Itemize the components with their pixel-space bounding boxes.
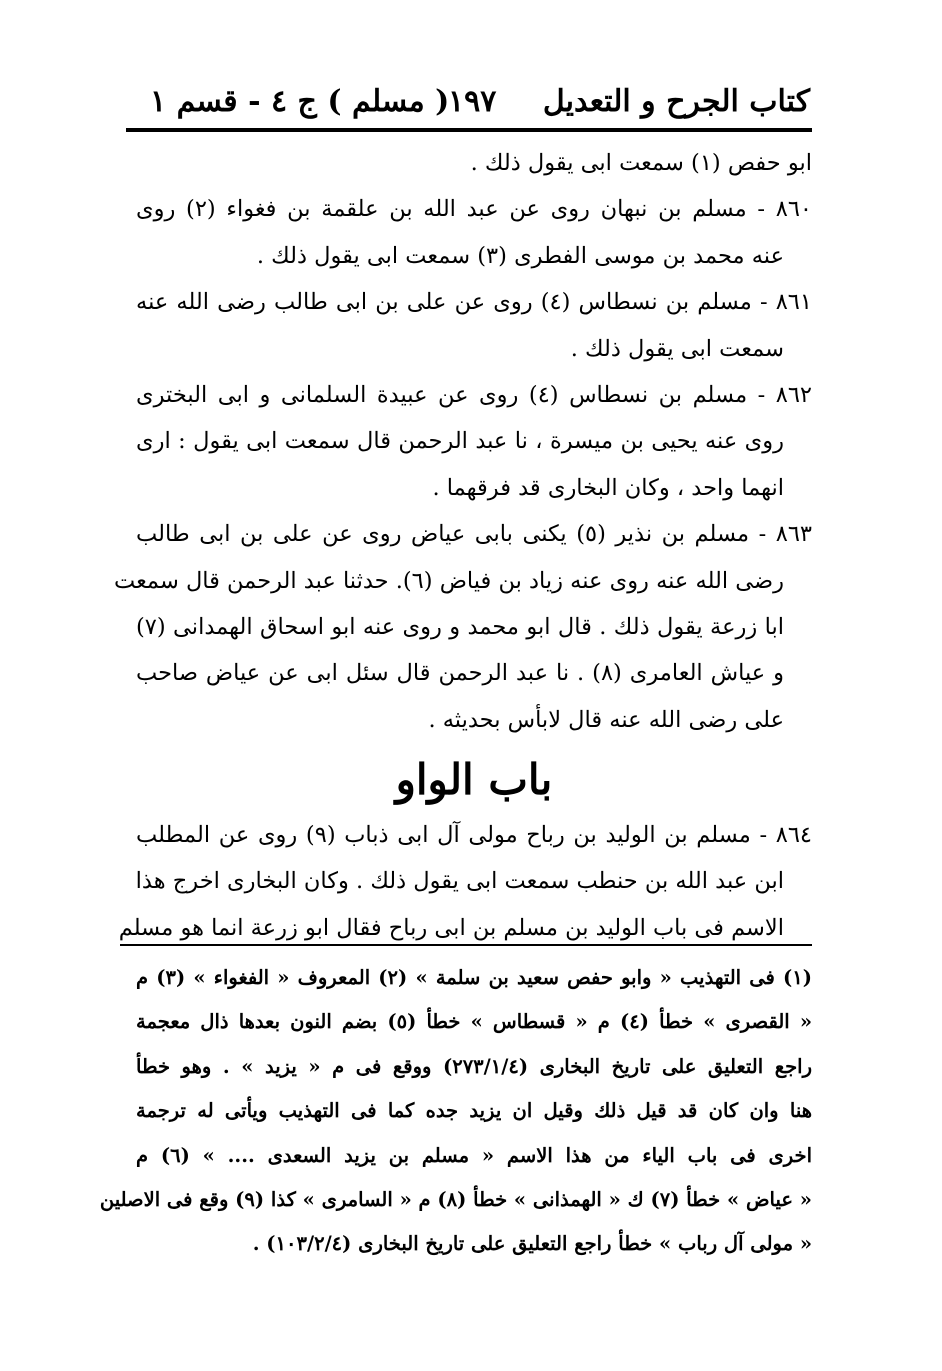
footnote-line: اخرى فى باب الياء من هذا الاسم « مسلم بن يزيد السعدى .... » (٦) م — [136, 1143, 813, 1167]
text-line: ابا زرعة يقول ذلك . قال ابو محمد و روى عنه ابو اسحاق الهمدانى (٧) — [136, 613, 784, 640]
footnote-line: هنا وان كان قد قيل ذلك وقيل ان يزيد جده كما فى التهذيب ويأتى له ترجمة — [136, 1099, 812, 1123]
section-reference: ( مسلم ) ج ٤ - قسم ١ — [150, 84, 450, 119]
footnote-line: « عياض » خطأ (٧) ك « الهمذانى » خطأ (٨) م « السامرى » كذا (٩) وقع فى الاصلين — [99, 1187, 812, 1211]
text-line: عنه محمد بن موسى الفطرى (٣) سمعت ابى يقول ذلك . — [256, 242, 784, 269]
text-line: روى عنه يحيى بن ميسرة ، نا عبد الرحمن قال سمعت ابى يقول : ارى — [136, 428, 784, 455]
entry-864: ٨٦٤ - مسلم بن الوليد بن رباح مولى آل ابى ذباب (٩) روى عن المطلب — [136, 822, 812, 848]
entry-860: ٨٦٠ - مسلم بن نبهان روى عن عبد الله بن علقمة بن فغواء (٢) روى — [136, 196, 812, 223]
text-line: انهما واحد ، وكان البخارى قد فرقهما . — [432, 474, 784, 501]
main-text — [113, 140, 813, 743]
entry-862: ٨٦٢ - مسلم بن نسطاس (٤) روى عن عبيدة السلمانى و ابى البخترى — [136, 381, 812, 408]
book-title: كتاب الجرح و التعديل — [542, 84, 810, 119]
running-header — [150, 78, 810, 126]
text-line: رضى الله عنه روى عنه زياد بن فياض (٦). حدثنا عبد الرحمن قال سمعت — [113, 567, 784, 594]
entry-861: ٨٦١ - مسلم بن نسطاس (٤) روى عن على بن ابى طالب رضى الله عنه — [136, 289, 812, 316]
footnote-divider — [120, 944, 812, 946]
page-number: ١٩٧ — [448, 84, 497, 119]
footnote-line: « مولى آل رباب » خطأ راجع التعليق على تاريخ البخارى (١٠٣/٢/٤) . — [252, 1232, 812, 1256]
footnote-line: « القصرى » خطأ (٤) م « قسطاس » خطأ (٥) بضم النون بعدها ذال معجمة — [136, 1010, 813, 1034]
text-line: ابو حفص (١) سمعت ابى يقول ذلك . — [470, 150, 812, 176]
entry-863: ٨٦٣ - مسلم بن نذير (٥) يكنى بابى عياض روى عن على بن ابى طالب — [136, 521, 813, 548]
text-line: سمعت ابى يقول ذلك . — [570, 335, 784, 362]
footnote-line: (١) فى التهذيب « وابو حفص سعيد بن سلمة » (٢) المعروف « الفغواء » (٣) م — [136, 966, 812, 989]
text-line: الاسم فى باب الوليد بن مسلم بن ابى رباح فقال ابو زرعة انما هو مسلم — [118, 914, 784, 941]
footnotes — [99, 956, 813, 1267]
text-line: على رضى الله عنه قال لابأس بحديثه . — [428, 706, 784, 733]
main-text-continued — [118, 812, 812, 951]
footnote-line: راجع التعليق على تاريخ البخارى (٢٧٣/١/٤) ووقع فى م « يزيد » . وهو خطأ — [136, 1054, 812, 1078]
text-line: ابن عبد الله بن حنطب سمعت ابى يقول ذلك . وكان البخارى اخرج هذا — [135, 868, 784, 895]
chapter-heading: باب الواو — [395, 755, 553, 804]
header-divider — [126, 128, 812, 132]
text-line: و عياش العامرى (٨) . نا عبد الرحمن قال سئل ابى عن عياض صاحب — [136, 660, 785, 687]
